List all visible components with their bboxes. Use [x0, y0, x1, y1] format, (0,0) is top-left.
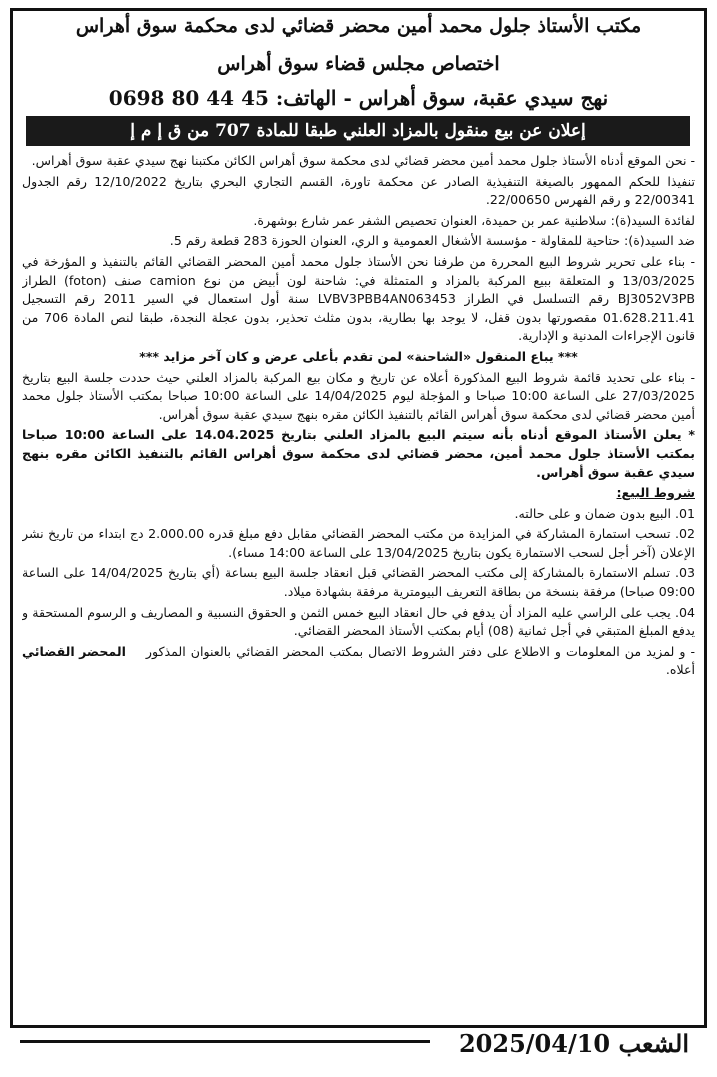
- jurisdiction-line: اختصاص مجلس قضاء سوق أهراس: [217, 53, 500, 75]
- condition-3: 03. تسلم الاستمارة بالمشاركة إلى مكتب المحضر القضائي قبل انعقاد جلسة البيع بساعة (أي بتاريخ 14/04/2025 على الساعة 09:00 صباحا) مرفقة بنسخة من بطاقة التعريف البيومترية مرفقة بشهادة ميلاد.: [22, 565, 695, 600]
- paragraph-debtor: ضد السيد(ة): حتاحية للمقاولة - مؤسسة الأشغال العمومية و الري، العنوان الحوزة 283 قطعة رقم 5.: [169, 233, 695, 249]
- paragraph-intro: - نحن الموقع أدناه الأستاذ جلول محمد أمين محضر قضائي لدى محكمة سوق أهراس الكائن مكتبنا نهج سيدي عقبة سوق أهراس.: [31, 153, 695, 168]
- newspaper-name: الشعب: [618, 1029, 690, 1058]
- announcement-banner: إعلان عن بيع منقول بالمزاد العلني طبقا للمادة 707 من ق إ م إ: [26, 116, 690, 146]
- address-phone-line: نهج سيدي عقبة، سوق أهراس - الهاتف: 45 44 80 0698: [108, 86, 609, 110]
- condition-5: - و لمزيد من المعلومات و الاطلاع على دفتر الشروط الاتصال بمكتب المحضر القضائي بالعنوان المذكور أعلاه.: [145, 643, 695, 678]
- signature: المحضر القضائي: [22, 643, 126, 659]
- footer-rule: [20, 1040, 430, 1043]
- paragraph-vehicle: - بناء على تحرير شروط البيع المحررة من طرفنا نحن الأستاذ جلول محمد أمين المحضر القضائي القائم بالتنفيذ و المؤرخة في 13/03/2025 و المتعلقة ببيع المركبة بالمزاد و المتمثلة في: شاحنة لون أبيض من نوع camion صنف (foton) الطراز BJ3052V3PB رقم التسلسل في الطراز LVBV3PBB4AN063453 سنة أول استعمال في السير 2011 رقم التسجيل 01.628.211.41 مقصورتها بدون قفل، لا يوجد بها بطارية، بدون مثلث تحذير، بدون عجلة النجدة، طبقا لنص المادة 706 من قانون الإجراءات المدنية و الإدارية.: [22, 253, 695, 344]
- condition-2: 02. تسحب استمارة المشاركة في المزايدة من مكتب المحضر القضائي مقابل دفع مبلغ قدره 2.000.00 دج ابتداء من تاريخ نشر الإعلان (آخر أجل لسحب الاستمارة يكون بتاريخ 13/04/2025 على الساعة 14:00 مساء).: [22, 526, 695, 560]
- publication-date: 2025/04/10: [458, 1029, 611, 1058]
- office-title: مكتب الأستاذ جلول محمد أمين محضر قضائي لدى محكمة سوق أهراس: [75, 15, 642, 37]
- paragraph-session: - بناء على تحديد قائمة شروط البيع المذكورة أعلاه عن تاريخ و مكان بيع المركبة بالمزاد العلني حيث حددت جلسة البيع بتاريخ 27/03/2025 على الساعة 10:00 صباحا و المؤجلة ليوم 14/04/2025 على الساعة 10:00 صباحا بمكتب الأستاذ جلول محمد أمين محضر قضائي لدى محكمة سوق أهراس القائم بالتنفيذ الكائن مقره بنهج سيدي عقبة سوق أهراس.: [22, 369, 695, 422]
- paragraph-auction-notice: * يعلن الأستاذ الموقع أدناه بأنه سيتم البيع بالمزاد العلني بتاريخ 14.04.2025 على الساعة 10:00 صباحا بمكتب الأستاذ جلول محمد أمين، محضر قضائي لدى محكمة سوق أهراس القائم بالتنفيذ الكائن مقره بنهج سيدي عقبة سوق أهراس.: [22, 427, 695, 480]
- conditions-title: شروط البيع:: [616, 485, 695, 501]
- paragraph-highest-bidder: *** يباع المنقول «الشاحنة» لمن تقدم بأعلى عرض و كان آخر مزايد ***: [139, 348, 578, 364]
- footer: [440, 1027, 700, 1061]
- closing-row: [22, 643, 695, 680]
- condition-4: 04. يجب على الراسي عليه المزاد أن يدفع في حال انعقاد البيع خمس الثمن و الحقوق النسبية و المصاريف و الرسوم المستحقة و يدفع المبلغ المتبقي في أجل ثمانية (08) أيام بمكتب الأستاذ المحضر القضائي.: [22, 604, 695, 639]
- announcement-body: [22, 152, 695, 993]
- paragraph-judgment: تنفيذا للحكم الممهور بالصيغة التنفيذية الصادر عن محكمة تاورة، القسم التجاري البحري بتاريخ 12/10/2022 رقم الجدول 22/00341 و رقم الفهرس 22/00650.: [22, 173, 695, 208]
- condition-1: 01. البيع بدون ضمان و على حالته.: [514, 505, 695, 521]
- paragraph-beneficiary: لفائدة السيد(ة): سلاطنية عمر بن حميدة، العنوان تحصيص الشفر عمر شارع بوشهرة.: [253, 212, 695, 228]
